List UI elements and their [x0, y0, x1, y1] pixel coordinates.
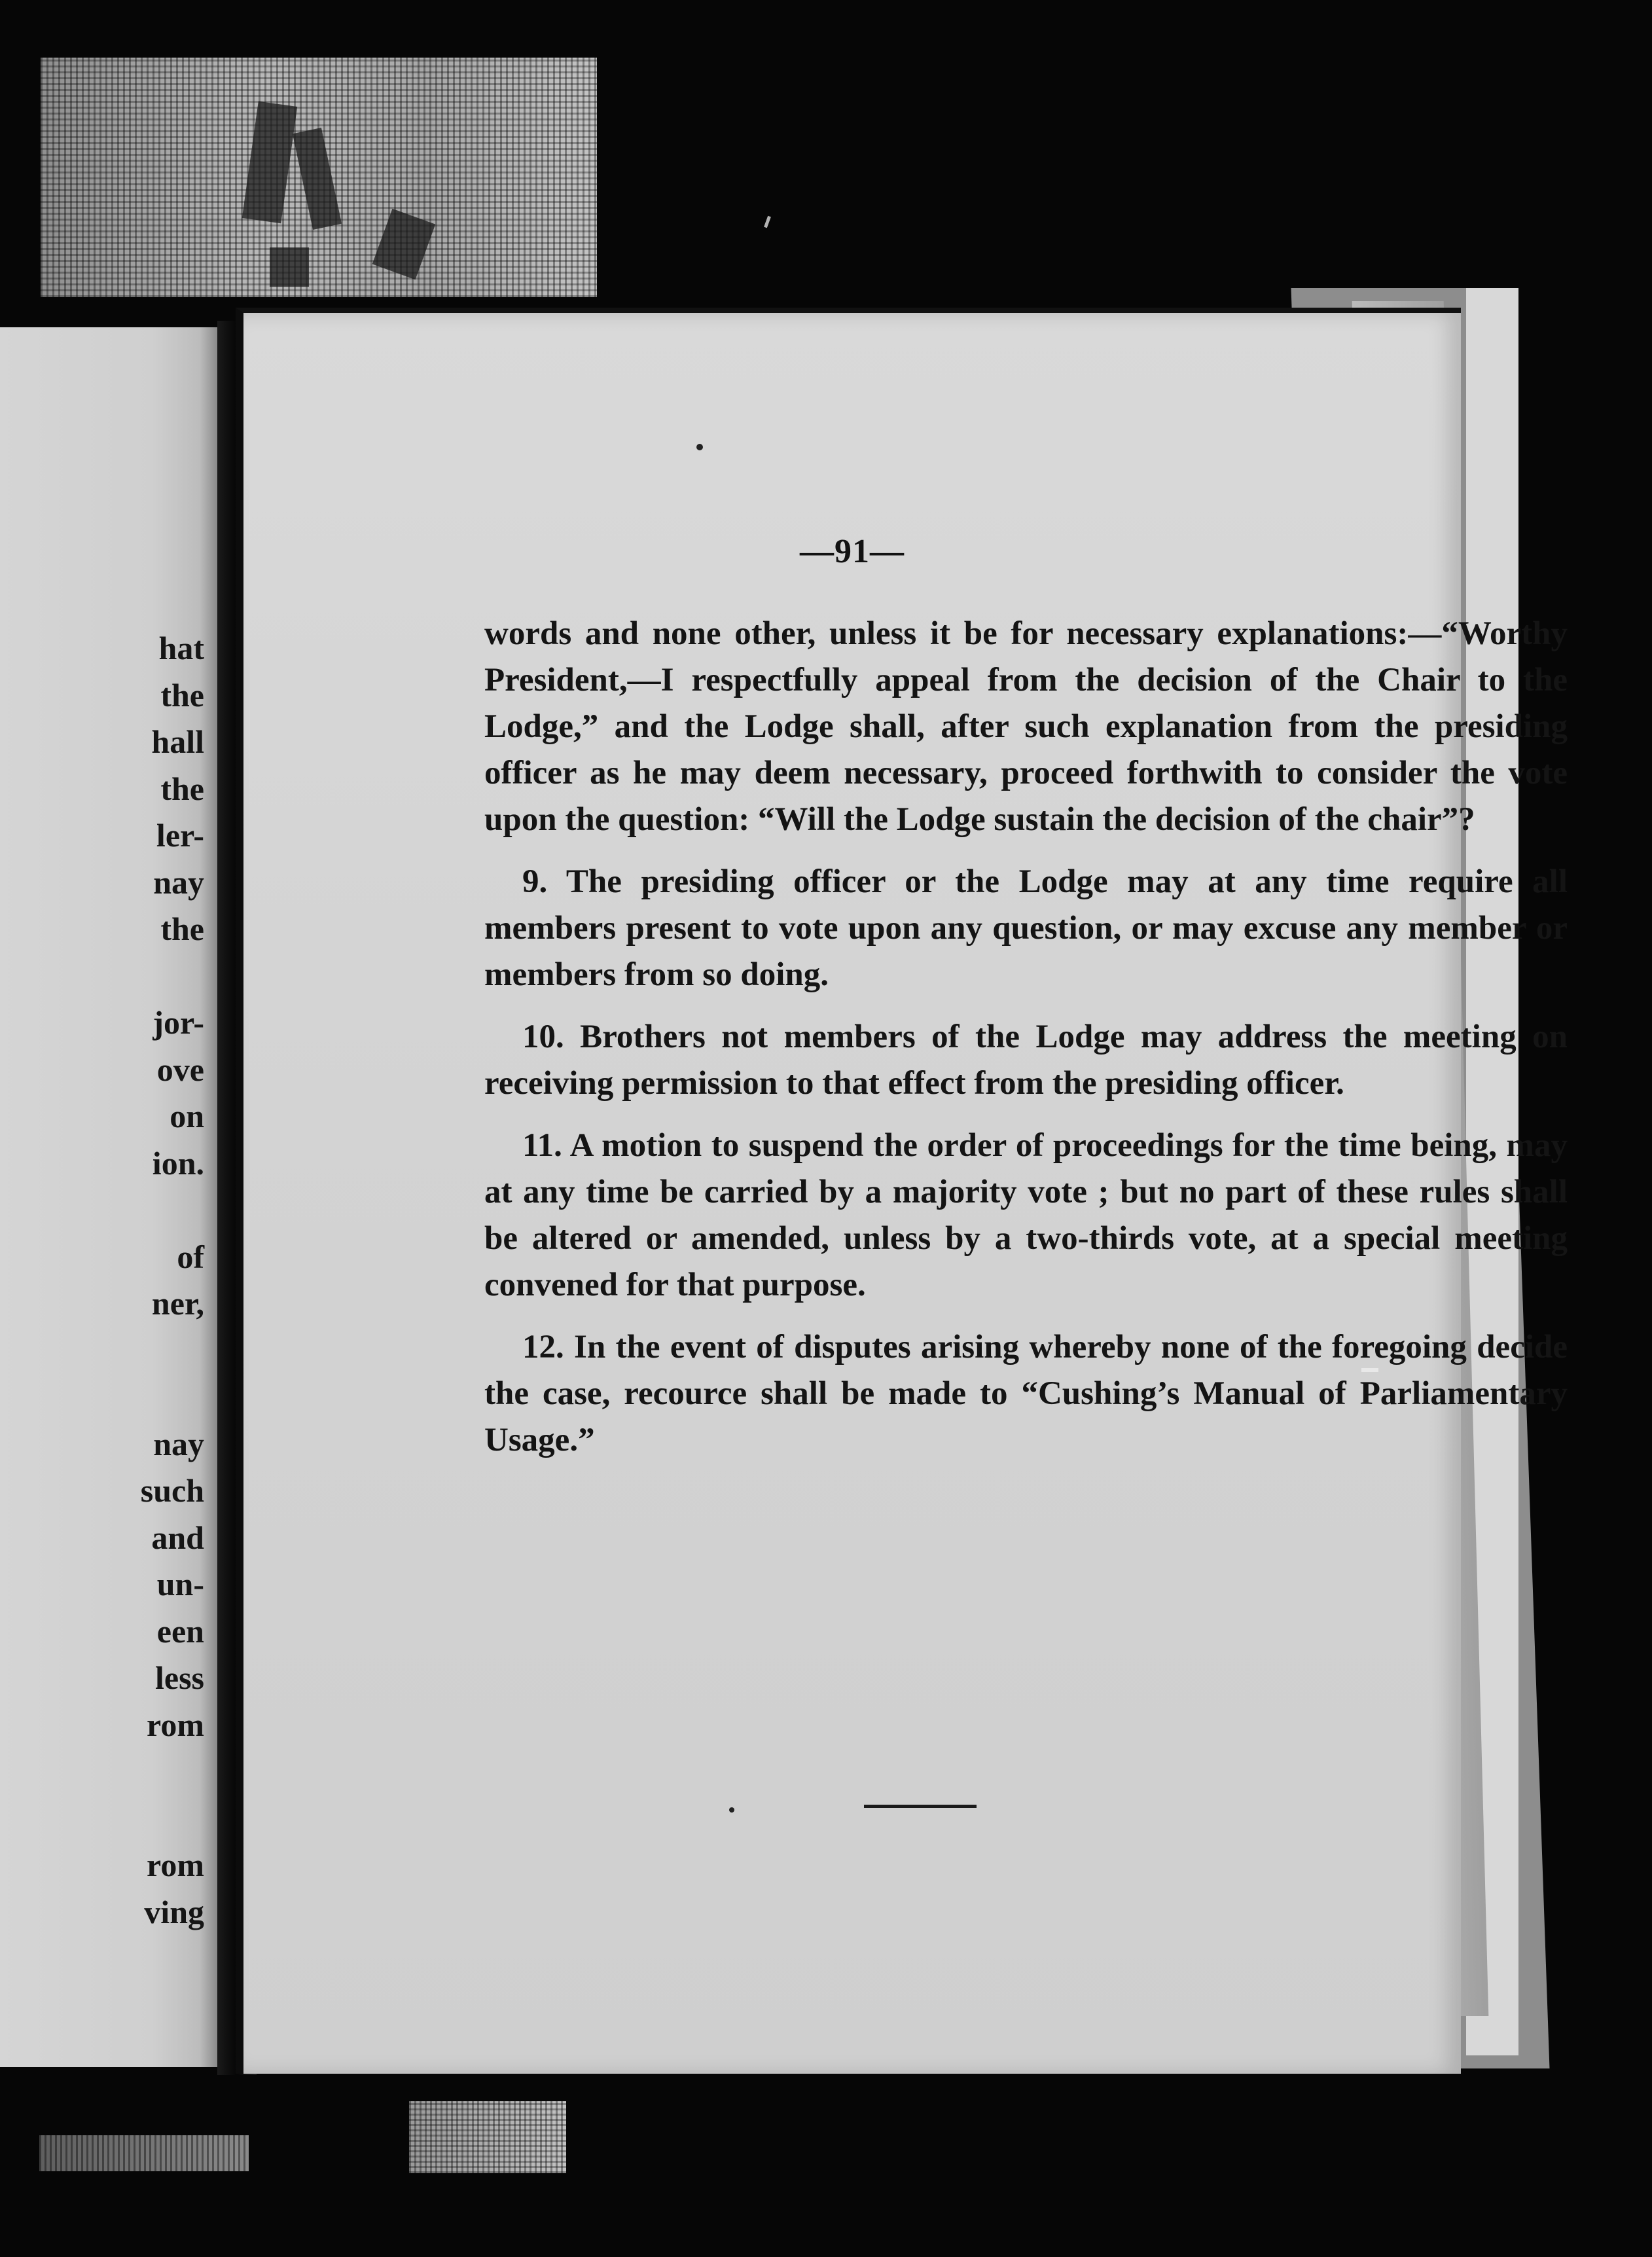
left-page-fragment: hall	[151, 723, 204, 760]
main-page	[236, 308, 1568, 2074]
scratch-mark	[764, 216, 771, 228]
left-page-fragment: ving	[144, 1893, 204, 1930]
left-page-fragment: un-	[156, 1566, 204, 1602]
scratch-mark	[1361, 1368, 1378, 1372]
left-page-fragment: the	[160, 911, 204, 947]
fabric-swatch-bottom-left	[39, 2135, 249, 2171]
left-page-fragment: nay	[153, 1425, 204, 1462]
left-page-fragment: nay	[153, 863, 204, 901]
left-page-fragment: less	[155, 1659, 204, 1696]
paragraph-rule-10: 10. Brothers not members of the Lodge may address the meeting on receiving permission to that effect from the presiding officer.	[484, 1019, 1568, 1102]
dust-speck	[729, 1807, 734, 1813]
left-page-fragment: the	[160, 770, 204, 807]
left-page-fragment: jor-	[153, 1004, 204, 1041]
paragraph-rule-11: 11. A motion to suspend the order of proceedings for the time being, may at any time be carried by a majority vote ; but no part of these rules shall be altered or amended, unless by a two-thirds vote, at a special meeting convened for that purpose.	[484, 1127, 1568, 1303]
left-page-fragment: hat	[158, 630, 204, 666]
closing-rule	[864, 1805, 977, 1808]
dust-speck	[696, 444, 703, 450]
left-page-fragment: such	[140, 1472, 204, 1509]
left-page-fragment: on	[170, 1098, 204, 1134]
fabric-swatch-bottom	[409, 2101, 566, 2173]
left-page-fragment: een	[156, 1612, 204, 1650]
left-page	[0, 327, 217, 2067]
page-number: —91—	[800, 533, 905, 570]
fabric-swatch-top	[41, 58, 597, 297]
left-page-fragment: ner,	[151, 1285, 204, 1322]
left-page-fragment: ler-	[156, 817, 204, 854]
left-page-fragment: and	[151, 1519, 204, 1556]
left-page-fragment: ove	[156, 1051, 204, 1088]
page-body	[484, 611, 1568, 1479]
left-page-fragment: ion.	[152, 1144, 204, 1182]
paragraph-rule-12: 12. In the event of disputes arising whereby none of the foregoing decide the case, recource shall be made to “Cushing’s Manual of Parliamentary Usage.”	[484, 1329, 1568, 1458]
left-page-fragment: rom	[147, 1706, 204, 1743]
paragraph-continuation: words and none other, unless it be for necessary explanations:—“Worthy President,—I respectfully appeal from the decision of the Chair to the Lodge,” and the Lodge shall, after such explanation from the presiding officer as he may deem necessary, proceed forthwith to consider the vote upon the question: “Will the Lodge sustain the decision of the chair”?	[484, 615, 1568, 838]
paragraph-rule-9: 9. The presiding officer or the Lodge may at any time require all members present to vote upon any question, or may excuse any member or members from so doing.	[484, 863, 1568, 993]
left-page-fragment: rom	[147, 1847, 204, 1883]
left-page-fragment: of	[177, 1238, 204, 1275]
left-page-fragment: the	[160, 676, 204, 713]
